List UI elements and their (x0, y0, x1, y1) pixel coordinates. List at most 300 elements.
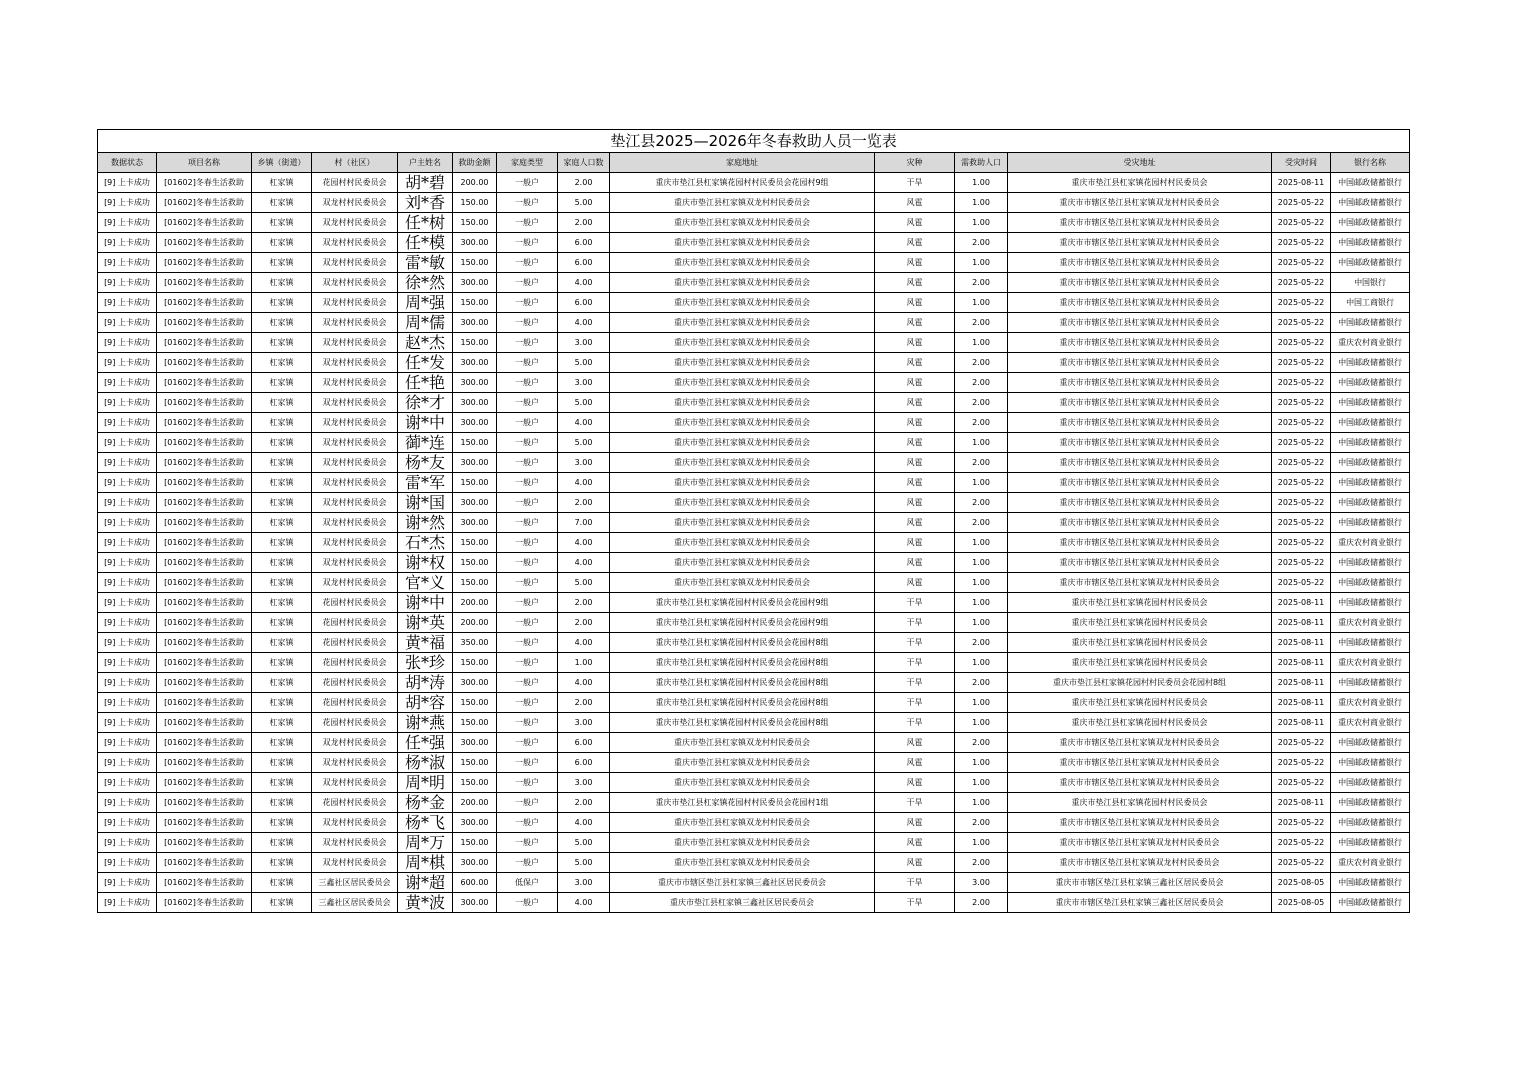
table-cell: 2.00 (558, 173, 610, 193)
table-cell: 2025-05-22 (1272, 453, 1331, 473)
table-cell: 一般户 (497, 353, 558, 373)
table-cell: 中国邮政储蓄银行 (1331, 413, 1410, 433)
table-cell: 150.00 (453, 333, 497, 353)
table-cell: 一般户 (497, 333, 558, 353)
table-cell: 重庆市市辖区垫江县杠家镇双龙村村民委员会 (1008, 393, 1272, 413)
table-cell: 风雹 (875, 413, 955, 433)
table-cell: [01602]冬春生活救助 (157, 773, 252, 793)
table-row (98, 453, 1410, 473)
table-cell: [01602]冬春生活救助 (157, 893, 252, 913)
table-cell: 杠家镇 (252, 533, 312, 553)
table-cell: 重庆市垫江县杠家镇双龙村村民委员会 (610, 313, 875, 333)
table-cell: 2025-05-22 (1272, 853, 1331, 873)
table-cell: 2025-05-22 (1272, 293, 1331, 313)
householder-name-cell: 任*模 (398, 233, 453, 253)
sheet-title: 垫江县2025—2026年冬春救助人员一览表 (98, 130, 1410, 153)
table-cell: 5.00 (558, 833, 610, 853)
table-cell: [9] 上卡成功 (98, 233, 157, 253)
table-cell: 干旱 (875, 653, 955, 673)
table-cell: 中国邮政储蓄银行 (1331, 433, 1410, 453)
table-cell: 重庆市垫江县杠家镇花园村村民委员会花园村9组 (610, 613, 875, 633)
table-cell: 中国邮政储蓄银行 (1331, 733, 1410, 753)
householder-name-cell: 张*珍 (398, 653, 453, 673)
table-cell: 杠家镇 (252, 573, 312, 593)
table-cell: 重庆市市辖区垫江县杠家镇双龙村村民委员会 (1008, 533, 1272, 553)
table-cell: 风雹 (875, 393, 955, 413)
table-cell: 2025-05-22 (1272, 193, 1331, 213)
householder-name-cell: 蓹*连 (398, 433, 453, 453)
table-cell: 2025-05-22 (1272, 233, 1331, 253)
table-cell: 风雹 (875, 213, 955, 233)
table-cell: 一般户 (497, 593, 558, 613)
table-cell: 杠家镇 (252, 333, 312, 353)
table-cell: 200.00 (453, 613, 497, 633)
table-cell: 中国邮政储蓄银行 (1331, 493, 1410, 513)
table-cell: 1.00 (955, 593, 1008, 613)
householder-name-cell: 石*杰 (398, 533, 453, 553)
table-row (98, 873, 1410, 893)
table-cell: 4.00 (558, 633, 610, 653)
table-cell: 150.00 (453, 573, 497, 593)
householder-name-cell: 黄*波 (398, 893, 453, 913)
table-cell: [9] 上卡成功 (98, 873, 157, 893)
table-cell: 一般户 (497, 493, 558, 513)
table-row (98, 593, 1410, 613)
table-cell: 干旱 (875, 873, 955, 893)
table-cell: 4.00 (558, 313, 610, 333)
table-cell: [01602]冬春生活救助 (157, 573, 252, 593)
table-cell: 双龙村村民委员会 (312, 493, 398, 513)
table-cell: 600.00 (453, 873, 497, 893)
table-cell: [01602]冬春生活救助 (157, 733, 252, 753)
table-cell: 一般户 (497, 633, 558, 653)
table-cell: 杠家镇 (252, 473, 312, 493)
table-cell: 4.00 (558, 813, 610, 833)
table-cell: 重庆农村商业银行 (1331, 533, 1410, 553)
table-cell: [9] 上卡成功 (98, 653, 157, 673)
table-cell: 重庆市垫江县杠家镇花园村村民委员会 (1008, 613, 1272, 633)
table-cell: [01602]冬春生活救助 (157, 233, 252, 253)
table-cell: 重庆市市辖区垫江县杠家镇双龙村村民委员会 (1008, 753, 1272, 773)
table-cell: 2.00 (955, 893, 1008, 913)
table-cell: 300.00 (453, 813, 497, 833)
table-cell: 杠家镇 (252, 833, 312, 853)
table-cell: 中国邮政储蓄银行 (1331, 573, 1410, 593)
householder-name-cell: 周*万 (398, 833, 453, 853)
table-cell: 花园村村民委员会 (312, 693, 398, 713)
table-cell: 300.00 (453, 493, 497, 513)
table-cell: 重庆市市辖区垫江县杠家镇双龙村村民委员会 (1008, 813, 1272, 833)
table-cell: 杠家镇 (252, 873, 312, 893)
table-cell: 重庆市市辖区垫江县杠家镇双龙村村民委员会 (1008, 253, 1272, 273)
householder-name-cell: 谢*国 (398, 493, 453, 513)
table-cell: 3.00 (558, 373, 610, 393)
table-cell: 杠家镇 (252, 213, 312, 233)
table-cell: 干旱 (875, 713, 955, 733)
table-cell: 双龙村村民委员会 (312, 853, 398, 873)
table-cell: 杠家镇 (252, 493, 312, 513)
table-cell: 重庆市市辖区垫江县杠家镇双龙村村民委员会 (1008, 213, 1272, 233)
table-cell: 一般户 (497, 213, 558, 233)
table-cell: 重庆市垫江县杠家镇双龙村村民委员会 (610, 413, 875, 433)
table-cell: 中国邮政储蓄银行 (1331, 593, 1410, 613)
table-cell: 2025-05-22 (1272, 573, 1331, 593)
table-row (98, 673, 1410, 693)
table-cell: 杠家镇 (252, 313, 312, 333)
table-cell: 杠家镇 (252, 353, 312, 373)
table-cell: 2025-05-22 (1272, 753, 1331, 773)
table-cell: 双龙村村民委员会 (312, 473, 398, 493)
table-cell: 中国邮政储蓄银行 (1331, 893, 1410, 913)
householder-name-cell: 任*强 (398, 733, 453, 753)
table-row (98, 613, 1410, 633)
table-cell: 三鑫社区居民委员会 (312, 873, 398, 893)
table-cell: 3.00 (558, 333, 610, 353)
table-cell: 重庆市市辖区垫江县杠家镇双龙村村民委员会 (1008, 313, 1272, 333)
table-cell: [01602]冬春生活救助 (157, 633, 252, 653)
table-cell: [9] 上卡成功 (98, 433, 157, 453)
table-cell: 双龙村村民委员会 (312, 573, 398, 593)
table-cell: 5.00 (558, 573, 610, 593)
table-cell: 中国邮政储蓄银行 (1331, 173, 1410, 193)
table-cell: [01602]冬春生活救助 (157, 873, 252, 893)
table-cell: 杠家镇 (252, 173, 312, 193)
table-cell: 重庆市垫江县杠家镇双龙村村民委员会 (610, 813, 875, 833)
table-cell: 1.00 (955, 773, 1008, 793)
table-cell: 一般户 (497, 193, 558, 213)
table-cell: 杠家镇 (252, 513, 312, 533)
table-cell: [9] 上卡成功 (98, 893, 157, 913)
table-cell: 2025-08-11 (1272, 653, 1331, 673)
table-cell: [01602]冬春生活救助 (157, 753, 252, 773)
table-cell: 1.00 (955, 193, 1008, 213)
table-cell: 杠家镇 (252, 453, 312, 473)
table-cell: [9] 上卡成功 (98, 213, 157, 233)
table-cell: 花园村村民委员会 (312, 713, 398, 733)
table-cell: 2025-08-05 (1272, 893, 1331, 913)
table-cell: 重庆市市辖区垫江县杠家镇双龙村村民委员会 (1008, 453, 1272, 473)
householder-name-cell: 谢*燕 (398, 713, 453, 733)
table-cell: [9] 上卡成功 (98, 813, 157, 833)
table-cell: 双龙村村民委员会 (312, 753, 398, 773)
table-cell: 杠家镇 (252, 893, 312, 913)
table-body (98, 173, 1410, 913)
table-cell: 2025-05-22 (1272, 353, 1331, 373)
table-row (98, 553, 1410, 573)
table-cell: 2025-05-22 (1272, 273, 1331, 293)
table-cell: 一般户 (497, 893, 558, 913)
table-cell: [01602]冬春生活救助 (157, 313, 252, 333)
table-cell: 2025-05-22 (1272, 313, 1331, 333)
table-cell: 杠家镇 (252, 773, 312, 793)
table-cell: 风雹 (875, 813, 955, 833)
table-cell: 三鑫社区居民委员会 (312, 893, 398, 913)
table-cell: 双龙村村民委员会 (312, 553, 398, 573)
householder-name-cell: 胡*涛 (398, 673, 453, 693)
householder-name-cell: 杨*金 (398, 793, 453, 813)
table-cell: [9] 上卡成功 (98, 493, 157, 513)
table-cell: 1.00 (955, 753, 1008, 773)
table-cell: [9] 上卡成功 (98, 753, 157, 773)
table-cell: 300.00 (453, 353, 497, 373)
table-cell: [01602]冬春生活救助 (157, 453, 252, 473)
table-cell: [9] 上卡成功 (98, 573, 157, 593)
table-cell: 2025-05-22 (1272, 333, 1331, 353)
table-cell: 一般户 (497, 693, 558, 713)
table-cell: 重庆市垫江县杠家镇双龙村村民委员会 (610, 573, 875, 593)
table-cell: 风雹 (875, 573, 955, 593)
table-cell: 重庆市市辖区垫江县杠家镇双龙村村民委员会 (1008, 733, 1272, 753)
table-cell: [01602]冬春生活救助 (157, 433, 252, 453)
table-cell: 花园村村民委员会 (312, 653, 398, 673)
table-cell: [01602]冬春生活救助 (157, 593, 252, 613)
householder-name-cell: 任*树 (398, 213, 453, 233)
table-cell: 风雹 (875, 373, 955, 393)
householder-name-cell: 周*明 (398, 773, 453, 793)
householder-name-cell: 周*儒 (398, 313, 453, 333)
table-cell: 4.00 (558, 553, 610, 573)
table-cell: 150.00 (453, 713, 497, 733)
column-header: 数据状态 (98, 153, 157, 173)
table-cell: 重庆市垫江县杠家镇花园村村民委员会花园村1组 (610, 793, 875, 813)
table-cell: [9] 上卡成功 (98, 613, 157, 633)
table-row (98, 253, 1410, 273)
table-cell: 一般户 (497, 413, 558, 433)
table-cell: [01602]冬春生活救助 (157, 833, 252, 853)
table-cell: 重庆市市辖区垫江县杠家镇双龙村村民委员会 (1008, 573, 1272, 593)
table-cell: [9] 上卡成功 (98, 793, 157, 813)
table-row (98, 533, 1410, 553)
column-header: 项目名称 (157, 153, 252, 173)
table-cell: [01602]冬春生活救助 (157, 253, 252, 273)
column-header: 受灾时间 (1272, 153, 1331, 173)
table-cell: 2025-05-22 (1272, 733, 1331, 753)
table-cell: [01602]冬春生活救助 (157, 533, 252, 553)
table-cell: 重庆市垫江县杠家镇花园村村民委员会花园村8组 (610, 693, 875, 713)
table-cell: 杠家镇 (252, 813, 312, 833)
table-cell: 300.00 (453, 233, 497, 253)
table-cell: 4.00 (558, 673, 610, 693)
table-cell: 1.00 (955, 473, 1008, 493)
table-row (98, 793, 1410, 813)
table-cell: 2.00 (955, 813, 1008, 833)
table-cell: 杠家镇 (252, 613, 312, 633)
table-cell: 重庆市垫江县杠家镇花园村村民委员会 (1008, 593, 1272, 613)
table-cell: 150.00 (453, 253, 497, 273)
householder-name-cell: 杨*飞 (398, 813, 453, 833)
table-cell: 150.00 (453, 693, 497, 713)
table-cell: 重庆市垫江县杠家镇双龙村村民委员会 (610, 233, 875, 253)
table-cell: [01602]冬春生活救助 (157, 653, 252, 673)
table-cell: 中国邮政储蓄银行 (1331, 373, 1410, 393)
table-cell: 一般户 (497, 513, 558, 533)
table-cell: 中国邮政储蓄银行 (1331, 833, 1410, 853)
table-cell: 双龙村村民委员会 (312, 333, 398, 353)
table-cell: 双龙村村民委员会 (312, 233, 398, 253)
table-cell: 5.00 (558, 193, 610, 213)
table-cell: 干旱 (875, 893, 955, 913)
table-cell: 重庆市垫江县杠家镇双龙村村民委员会 (610, 193, 875, 213)
table-cell: 重庆市垫江县杠家镇双龙村村民委员会 (610, 253, 875, 273)
table-cell: 风雹 (875, 233, 955, 253)
table-cell: 3.00 (558, 873, 610, 893)
table-cell: 4.00 (558, 533, 610, 553)
table-cell: 双龙村村民委员会 (312, 413, 398, 433)
table-cell: 干旱 (875, 173, 955, 193)
table-cell: 一般户 (497, 253, 558, 273)
table-cell: [01602]冬春生活救助 (157, 413, 252, 433)
table-cell: 中国工商银行 (1331, 293, 1410, 313)
table-cell: 3.00 (955, 873, 1008, 893)
table-cell: 重庆市垫江县杠家镇花园村村民委员会 (1008, 713, 1272, 733)
table-cell: 150.00 (453, 753, 497, 773)
table-row (98, 493, 1410, 513)
table-cell: 干旱 (875, 693, 955, 713)
table-cell: 3.00 (558, 713, 610, 733)
table-cell: 干旱 (875, 633, 955, 653)
table-cell: 200.00 (453, 173, 497, 193)
householder-name-cell: 杨*友 (398, 453, 453, 473)
table-cell: 中国邮政储蓄银行 (1331, 213, 1410, 233)
table-cell: 一般户 (497, 273, 558, 293)
table-cell: 重庆农村商业银行 (1331, 333, 1410, 353)
table-cell: 一般户 (497, 233, 558, 253)
table-cell: 300.00 (453, 893, 497, 913)
table-cell: 2.00 (955, 853, 1008, 873)
table-cell: 重庆农村商业银行 (1331, 713, 1410, 733)
column-header: 乡镇（街道） (252, 153, 312, 173)
table-row (98, 393, 1410, 413)
householder-name-cell: 胡*容 (398, 693, 453, 713)
table-cell: 150.00 (453, 213, 497, 233)
table-row (98, 573, 1410, 593)
table-row (98, 313, 1410, 333)
table-cell: [01602]冬春生活救助 (157, 813, 252, 833)
table-cell: 重庆农村商业银行 (1331, 653, 1410, 673)
table-cell: 中国邮政储蓄银行 (1331, 793, 1410, 813)
table-cell: 2.00 (558, 793, 610, 813)
table-cell: 花园村村民委员会 (312, 173, 398, 193)
table-cell: 重庆市市辖区垫江县杠家镇双龙村村民委员会 (1008, 553, 1272, 573)
table-cell: 中国邮政储蓄银行 (1331, 193, 1410, 213)
table-cell: 风雹 (875, 513, 955, 533)
table-cell: 重庆市市辖区垫江县杠家镇双龙村村民委员会 (1008, 513, 1272, 533)
table-cell: 杠家镇 (252, 273, 312, 293)
table-cell: 350.00 (453, 633, 497, 653)
table-cell: 中国邮政储蓄银行 (1331, 873, 1410, 893)
householder-name-cell: 雷*敏 (398, 253, 453, 273)
table-cell: 2.00 (558, 593, 610, 613)
table-row (98, 473, 1410, 493)
table-cell: 300.00 (453, 853, 497, 873)
table-cell: 重庆市垫江县杠家镇花园村村民委员会 (1008, 793, 1272, 813)
table-cell: [9] 上卡成功 (98, 473, 157, 493)
table-cell: [9] 上卡成功 (98, 393, 157, 413)
householder-name-cell: 周*棋 (398, 853, 453, 873)
table-cell: 2025-08-11 (1272, 633, 1331, 653)
table-cell: 6.00 (558, 293, 610, 313)
table-cell: 重庆市垫江县杠家镇双龙村村民委员会 (610, 833, 875, 853)
householder-name-cell: 黄*福 (398, 633, 453, 653)
table-cell: [9] 上卡成功 (98, 513, 157, 533)
table-cell: [9] 上卡成功 (98, 173, 157, 193)
table-cell: 重庆市垫江县杠家镇双龙村村民委员会 (610, 213, 875, 233)
table-cell: [01602]冬春生活救助 (157, 693, 252, 713)
table-cell: 2.00 (955, 393, 1008, 413)
table-cell: 杠家镇 (252, 693, 312, 713)
householder-name-cell: 任*发 (398, 353, 453, 373)
householder-name-cell: 谢*权 (398, 553, 453, 573)
table-cell: 重庆市垫江县杠家镇双龙村村民委员会 (610, 773, 875, 793)
table-cell: 4.00 (558, 893, 610, 913)
table-cell: 风雹 (875, 533, 955, 553)
table-cell: 风雹 (875, 313, 955, 333)
table-cell: 双龙村村民委员会 (312, 353, 398, 373)
table-cell: 1.00 (955, 833, 1008, 853)
table-cell: 双龙村村民委员会 (312, 433, 398, 453)
table-cell: [01602]冬春生活救助 (157, 613, 252, 633)
table-cell: [01602]冬春生活救助 (157, 713, 252, 733)
table-row (98, 773, 1410, 793)
table-cell: 风雹 (875, 453, 955, 473)
table-cell: 杠家镇 (252, 233, 312, 253)
table-cell: 中国邮政储蓄银行 (1331, 673, 1410, 693)
table-cell: 花园村村民委员会 (312, 593, 398, 613)
table-cell: 重庆市市辖区垫江县杠家镇双龙村村民委员会 (1008, 373, 1272, 393)
householder-name-cell: 谢*中 (398, 593, 453, 613)
table-cell: 中国邮政储蓄银行 (1331, 813, 1410, 833)
table-cell: 杠家镇 (252, 633, 312, 653)
table-cell: 双龙村村民委员会 (312, 833, 398, 853)
table-cell: 5.00 (558, 853, 610, 873)
column-header: 家庭人口数 (558, 153, 610, 173)
table-cell: 风雹 (875, 753, 955, 773)
table-cell: 中国邮政储蓄银行 (1331, 633, 1410, 653)
table-cell: 2025-08-11 (1272, 613, 1331, 633)
table-cell: [9] 上卡成功 (98, 593, 157, 613)
table-cell: 中国邮政储蓄银行 (1331, 473, 1410, 493)
table-cell: 150.00 (453, 433, 497, 453)
table-cell: 2025-05-22 (1272, 493, 1331, 513)
table-row (98, 513, 1410, 533)
table-cell: 300.00 (453, 313, 497, 333)
table-row (98, 173, 1410, 193)
table-cell: 1.00 (955, 173, 1008, 193)
table-cell: [9] 上卡成功 (98, 293, 157, 313)
table-cell: 1.00 (955, 793, 1008, 813)
table-cell: [9] 上卡成功 (98, 833, 157, 853)
table-cell: 重庆市垫江县杠家镇双龙村村民委员会 (610, 353, 875, 373)
table-cell: 300.00 (453, 453, 497, 473)
table-cell: 200.00 (453, 793, 497, 813)
table-cell: 杠家镇 (252, 733, 312, 753)
table-cell: [9] 上卡成功 (98, 333, 157, 353)
table-cell: 1.00 (558, 653, 610, 673)
table-cell: 杠家镇 (252, 793, 312, 813)
table-cell: [01602]冬春生活救助 (157, 493, 252, 513)
table-cell: 重庆市垫江县杠家镇花园村村民委员会 (1008, 693, 1272, 713)
table-cell: 2025-05-22 (1272, 813, 1331, 833)
column-header: 村（社区） (312, 153, 398, 173)
table-cell: 花园村村民委员会 (312, 673, 398, 693)
table-cell: 2.00 (558, 493, 610, 513)
table-cell: 风雹 (875, 273, 955, 293)
table-cell: 双龙村村民委员会 (312, 513, 398, 533)
table-cell: 1.00 (955, 293, 1008, 313)
table-cell: 4.00 (558, 273, 610, 293)
table-cell: 杠家镇 (252, 293, 312, 313)
table-cell: 重庆市垫江县杠家镇双龙村村民委员会 (610, 733, 875, 753)
